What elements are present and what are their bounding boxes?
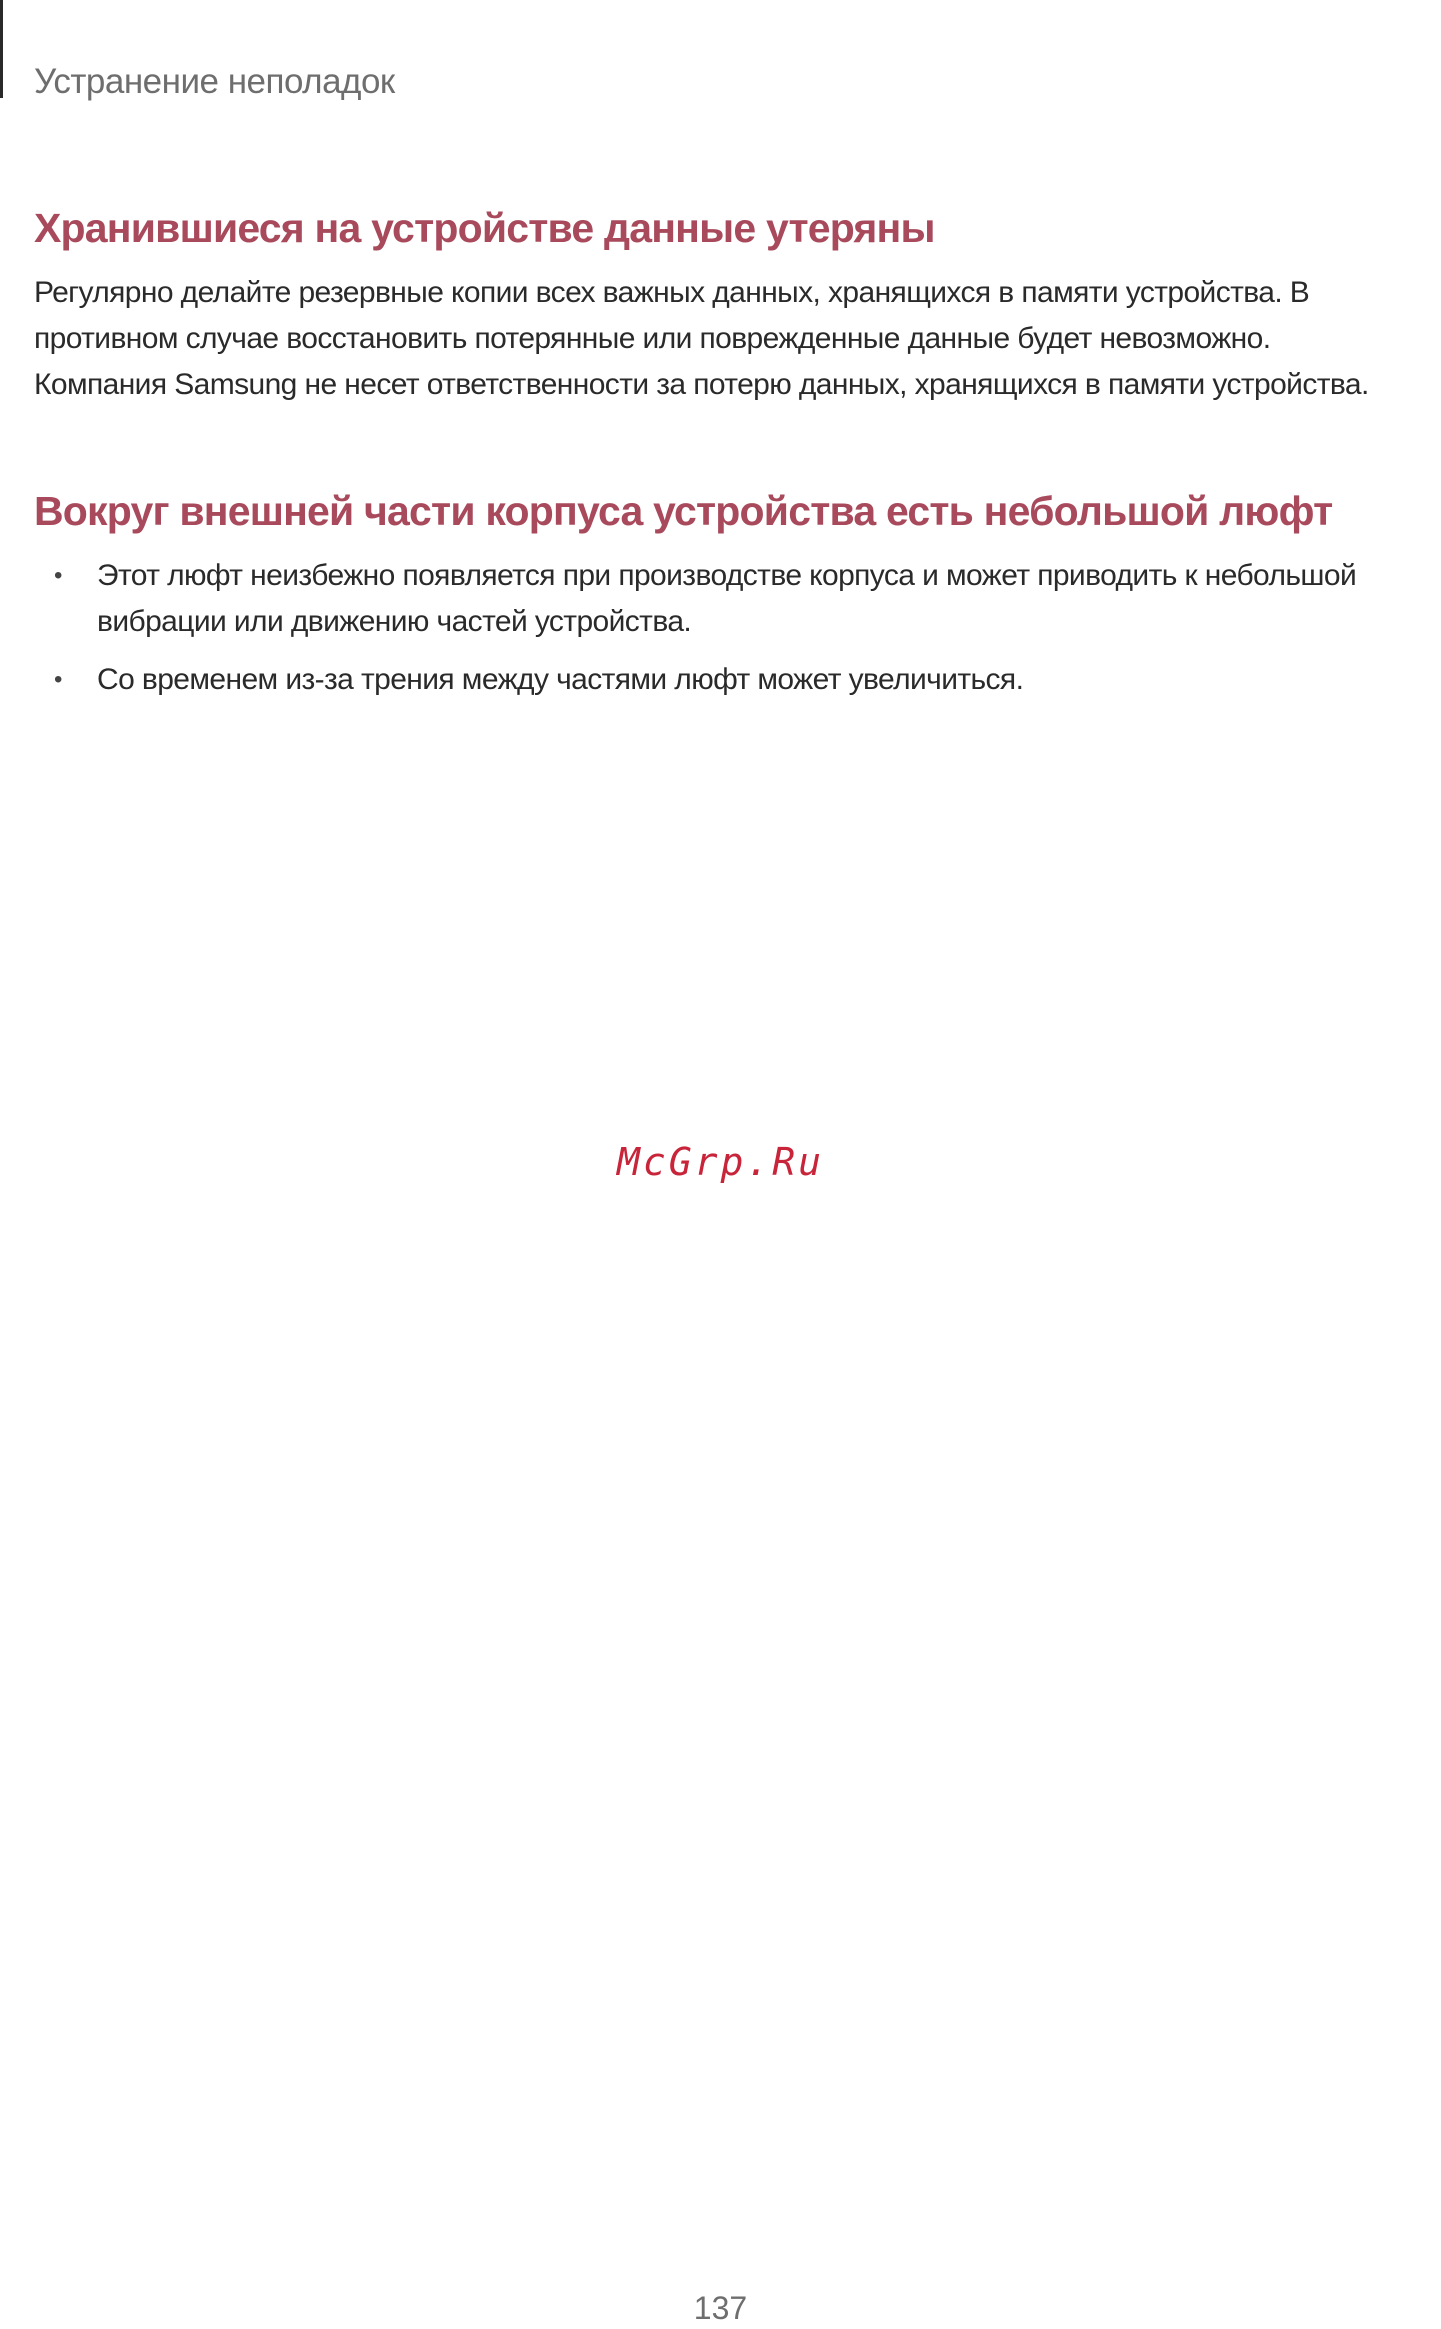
paragraph-line: Компания Samsung не несет ответственности за потерю данных, хранящихся в памяти устройства. <box>34 368 1369 401</box>
list-item <box>34 657 1439 703</box>
margin-rule <box>0 0 3 98</box>
section-title: Хранившиеся на устройстве данные утеряны <box>34 205 935 251</box>
paragraph-line: Регулярно делайте резервные копии всех важных данных, хранящихся в памяти устройства. В <box>34 276 1310 309</box>
bullet-icon: • <box>54 562 62 589</box>
list-item-line: Этот люфт неизбежно появляется при производстве корпуса и может приводить к небольшой <box>97 559 1357 592</box>
paragraph-line: противном случае восстановить потерянные или поврежденные данные будет невозможно. <box>34 322 1271 355</box>
running-header: Устранение неполадок <box>34 62 395 101</box>
list-item <box>34 553 1439 645</box>
list-item-line: Со временем из-за трения между частями люфт может увеличиться. <box>97 663 1024 696</box>
section-paragraph <box>34 270 1439 408</box>
watermark: McGrp.Ru <box>616 1140 825 1184</box>
page-number: 137 <box>693 2290 748 2326</box>
section-title: Вокруг внешней части корпуса устройства есть небольшой люфт <box>34 488 1333 534</box>
list-item-line: вибрации или движению частей устройства. <box>97 605 692 638</box>
section-case-gap <box>34 483 1439 715</box>
section-data-lost <box>34 200 1439 408</box>
bullet-icon: • <box>54 666 62 693</box>
bullet-list <box>34 553 1439 703</box>
